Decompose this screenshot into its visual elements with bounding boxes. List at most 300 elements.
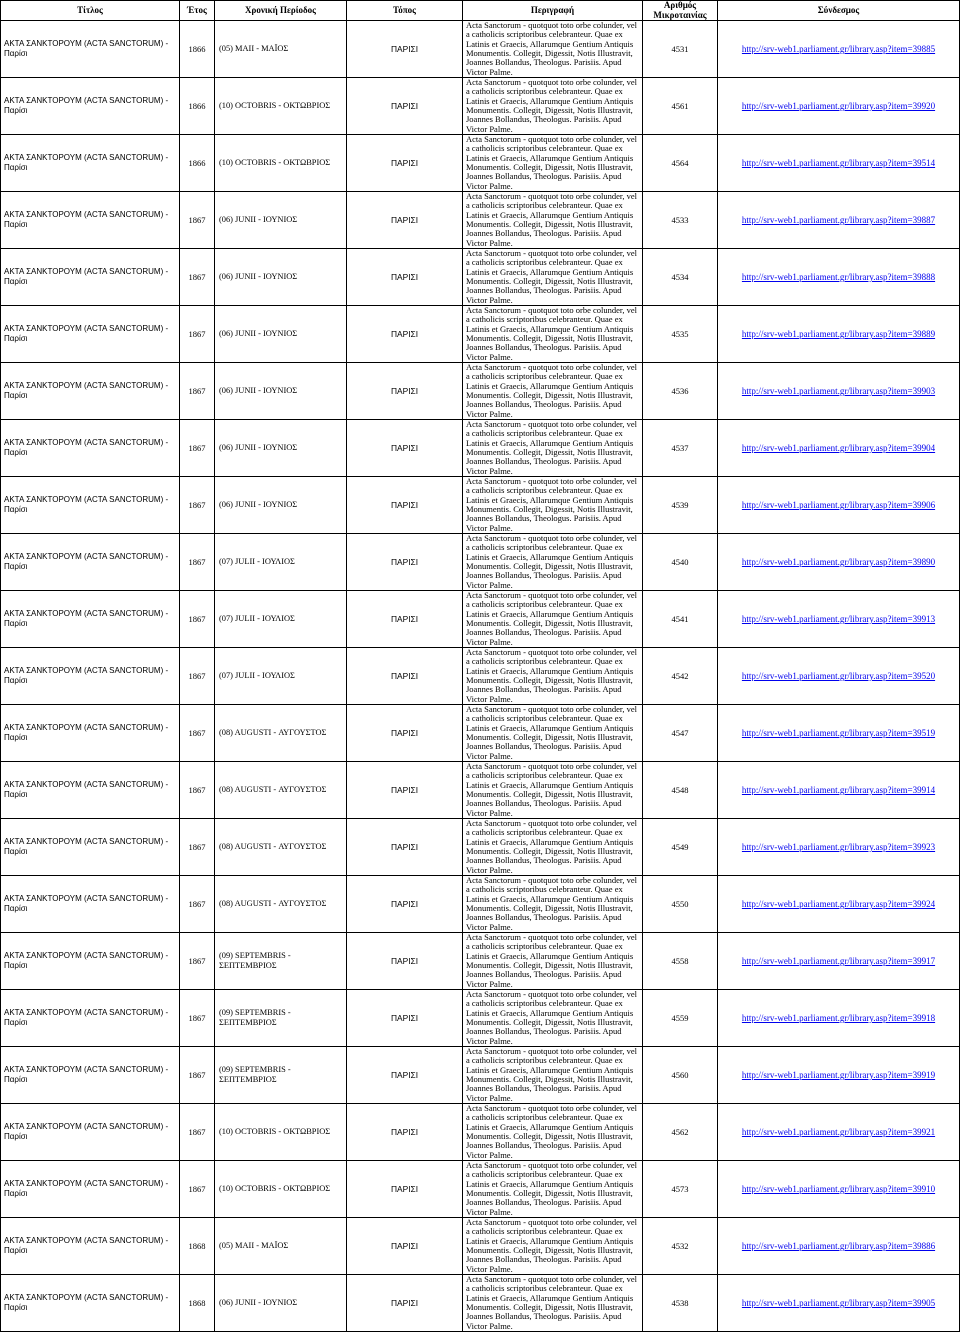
place-text: ΠΑΡΙΣΙ — [390, 842, 419, 852]
place-text: ΠΑΡΙΣΙ — [390, 158, 419, 168]
period-text: (08) AUGUSTI - ΑΥΓΟΥΣΤΟΣ — [219, 842, 327, 851]
place-cell — [347, 21, 463, 78]
header-link — [718, 1, 960, 21]
microfilm-text: 4561 — [671, 101, 689, 111]
place-text: ΠΑΡΙΣΙ — [390, 1184, 419, 1194]
description-text: Acta Sanctorum - quotquot toto orbe colunder, vel a catholicis scriptoribus celebranteur. Quae ex Latinis et Graecis, Allarumque Gentium Antiquis Monumentis. Collegit, Digessit, Notis Illustravit, Joannes Bollandus, Theologus. Parisiis. Apud Victor Palme. — [466, 192, 638, 248]
year-text: 1867 — [188, 386, 206, 396]
year-text: 1867 — [188, 1184, 206, 1194]
microfilm-text: 4531 — [671, 44, 689, 54]
description-text: Acta Sanctorum - quotquot toto orbe colunder, vel a catholicis scriptoribus celebranteur. Quae ex Latinis et Graecis, Allarumque Gentium Antiquis Monumentis. Collegit, Digessit, Notis Illustravit, Joannes Bollandus, Theologus. Parisiis. Apud Victor Palme. — [466, 876, 638, 932]
period-cell — [215, 135, 347, 192]
header-year-label: Έτος — [187, 4, 207, 15]
library-link[interactable]: http://srv-web1.parliament.gr/library.asp?item=39921 — [741, 1127, 936, 1137]
year-text: 1868 — [188, 1298, 206, 1308]
place-cell — [347, 306, 463, 363]
microfilm-cell — [643, 648, 718, 705]
period-text: (08) AUGUSTI - ΑΥΓΟΥΣΤΟΣ — [219, 785, 327, 794]
period-cell — [215, 819, 347, 876]
title-text: ΑΚΤΑ ΣΑΝΚΤΟΡΟΥΜ (ACTA SANCTORUM) - Παρίσι — [4, 153, 169, 172]
period-cell — [215, 21, 347, 78]
place-text: ΠΑΡΙΣΙ — [390, 728, 419, 738]
year-text: 1867 — [188, 1127, 206, 1137]
table-row — [1, 534, 960, 591]
microfilm-cell — [643, 1275, 718, 1332]
description-cell — [463, 933, 643, 990]
place-cell — [347, 363, 463, 420]
microfilm-cell — [643, 705, 718, 762]
year-cell — [180, 933, 215, 990]
title-text: ΑΚΤΑ ΣΑΝΚΤΟΡΟΥΜ (ACTA SANCTORUM) - Παρίσι — [4, 1008, 169, 1027]
description-text: Acta Sanctorum - quotquot toto orbe colunder, vel a catholicis scriptoribus celebranteur. Quae ex Latinis et Graecis, Allarumque Gentium Antiquis Monumentis. Collegit, Digessit, Notis Illustravit, Joannes Bollandus, Theologus. Parisiis. Apud Victor Palme. — [466, 1161, 638, 1217]
period-text: (08) AUGUSTI - ΑΥΓΟΥΣΤΟΣ — [219, 899, 327, 908]
period-text: (06) JUNII - ΙΟΥΝΙΟΣ — [219, 386, 298, 395]
place-cell — [347, 876, 463, 933]
title-text: ΑΚΤΑ ΣΑΝΚΤΟΡΟΥΜ (ACTA SANCTORUM) - Παρίσι — [4, 723, 169, 742]
title-cell — [1, 591, 180, 648]
microfilm-cell — [643, 1161, 718, 1218]
header-year — [180, 1, 215, 21]
year-text: 1867 — [188, 614, 206, 624]
microfilm-text: 4536 — [671, 386, 689, 396]
place-text: ΠΑΡΙΣΙ — [390, 1070, 419, 1080]
title-cell — [1, 1161, 180, 1218]
period-cell — [215, 876, 347, 933]
year-cell — [180, 363, 215, 420]
title-text: ΑΚΤΑ ΣΑΝΚΤΟΡΟΥΜ (ACTA SANCTORUM) - Παρίσι — [4, 666, 169, 685]
table-row — [1, 135, 960, 192]
place-cell — [347, 705, 463, 762]
library-link[interactable]: http://srv-web1.parliament.gr/library.asp?item=39918 — [741, 1013, 936, 1023]
year-cell — [180, 1104, 215, 1161]
place-text: ΠΑΡΙΣΙ — [390, 671, 419, 681]
year-text: 1867 — [188, 557, 206, 567]
header-place — [347, 1, 463, 21]
link-cell — [718, 990, 960, 1047]
description-text: Acta Sanctorum - quotquot toto orbe colunder, vel a catholicis scriptoribus celebranteur. Quae ex Latinis et Graecis, Allarumque Gentium Antiquis Monumentis. Collegit, Digessit, Notis Illustravit, Joannes Bollandus, Theologus. Parisiis. Apud Victor Palme. — [466, 21, 638, 77]
library-link[interactable]: http://srv-web1.parliament.gr/library.asp?item=39906 — [741, 500, 936, 510]
period-text: (10) OCTOBRIS - ΟΚΤΩΒΡΙΟΣ — [219, 1184, 331, 1193]
description-cell — [463, 78, 643, 135]
microfilm-cell — [643, 21, 718, 78]
microfilm-cell — [643, 1104, 718, 1161]
header-description-label: Περιγραφή — [530, 4, 575, 15]
year-text: 1866 — [188, 101, 206, 111]
table-row — [1, 933, 960, 990]
link-cell — [718, 1104, 960, 1161]
place-text: ΠΑΡΙΣΙ — [390, 1127, 419, 1137]
microfilm-cell — [643, 78, 718, 135]
description-cell — [463, 534, 643, 591]
microfilm-text: 4538 — [671, 1298, 689, 1308]
library-link[interactable]: http://srv-web1.parliament.gr/library.asp?item=39914 — [741, 785, 936, 795]
microfilm-cell — [643, 306, 718, 363]
library-link[interactable]: http://srv-web1.parliament.gr/library.asp?item=39904 — [741, 443, 936, 453]
title-cell — [1, 1047, 180, 1104]
table-row — [1, 591, 960, 648]
period-text: (06) JUNII - ΙΟΥΝΙΟΣ — [219, 443, 298, 452]
place-text: ΠΑΡΙΣΙ — [390, 785, 419, 795]
place-text: ΠΑΡΙΣΙ — [390, 1241, 419, 1251]
library-link[interactable]: http://srv-web1.parliament.gr/library.asp?item=39890 — [741, 557, 936, 567]
place-text: ΠΑΡΙΣΙ — [390, 386, 419, 396]
table-header-row — [1, 1, 960, 21]
description-text: Acta Sanctorum - quotquot toto orbe colunder, vel a catholicis scriptoribus celebranteur. Quae ex Latinis et Graecis, Allarumque Gentium Antiquis Monumentis. Collegit, Digessit, Notis Illustravit, Joannes Bollandus, Theologus. Parisiis. Apud Victor Palme. — [466, 306, 638, 362]
microfilm-text: 4548 — [671, 785, 689, 795]
place-cell — [347, 420, 463, 477]
period-cell — [215, 591, 347, 648]
period-text: (09) SEPTEMBRIS - ΣΕΠΤΕΜΒΡΙΟΣ — [219, 1065, 291, 1084]
table-row — [1, 819, 960, 876]
microfilm-text: 4533 — [671, 215, 689, 225]
table-row — [1, 1275, 960, 1332]
year-cell — [180, 1161, 215, 1218]
microfilm-text: 4558 — [671, 956, 689, 966]
place-cell — [347, 1275, 463, 1332]
title-text: ΑΚΤΑ ΣΑΝΚΤΟΡΟΥΜ (ACTA SANCTORUM) - Παρίσι — [4, 552, 169, 571]
title-text: ΑΚΤΑ ΣΑΝΚΤΟΡΟΥΜ (ACTA SANCTORUM) - Παρίσι — [4, 267, 169, 286]
period-cell — [215, 363, 347, 420]
table-row — [1, 990, 960, 1047]
year-cell — [180, 249, 215, 306]
description-text: Acta Sanctorum - quotquot toto orbe colunder, vel a catholicis scriptoribus celebranteur. Quae ex Latinis et Graecis, Allarumque Gentium Antiquis Monumentis. Collegit, Digessit, Notis Illustravit, Joannes Bollandus, Theologus. Parisiis. Apud Victor Palme. — [466, 819, 638, 875]
place-text: ΠΑΡΙΣΙ — [390, 329, 419, 339]
microfilm-text: 4537 — [671, 443, 689, 453]
library-link[interactable]: http://srv-web1.parliament.gr/library.asp?item=39910 — [741, 1184, 936, 1194]
microfilm-cell — [643, 192, 718, 249]
period-cell — [215, 762, 347, 819]
description-cell — [463, 705, 643, 762]
year-cell — [180, 990, 215, 1047]
description-text: Acta Sanctorum - quotquot toto orbe colunder, vel a catholicis scriptoribus celebranteur. Quae ex Latinis et Graecis, Allarumque Gentium Antiquis Monumentis. Collegit, Digessit, Notis Illustravit, Joannes Bollandus, Theologus. Parisiis. Apud Victor Palme. — [466, 990, 638, 1046]
place-cell — [347, 1161, 463, 1218]
title-text: ΑΚΤΑ ΣΑΝΚΤΟΡΟΥΜ (ACTA SANCTORUM) - Παρίσι — [4, 780, 169, 799]
microfilm-cell — [643, 876, 718, 933]
title-cell — [1, 876, 180, 933]
description-cell — [463, 648, 643, 705]
title-cell — [1, 819, 180, 876]
title-text: ΑΚΤΑ ΣΑΝΚΤΟΡΟΥΜ (ACTA SANCTORUM) - Παρίσι — [4, 894, 169, 913]
table-row — [1, 876, 960, 933]
period-text: (10) OCTOBRIS - ΟΚΤΩΒΡΙΟΣ — [219, 101, 331, 110]
library-link[interactable]: http://srv-web1.parliament.gr/library.asp?item=39919 — [741, 1070, 936, 1080]
place-cell — [347, 762, 463, 819]
title-cell — [1, 192, 180, 249]
period-text: (06) JUNII - ΙΟΥΝΙΟΣ — [219, 329, 298, 338]
description-cell — [463, 876, 643, 933]
title-text: ΑΚΤΑ ΣΑΝΚΤΟΡΟΥΜ (ACTA SANCTORUM) - Παρίσι — [4, 1293, 169, 1312]
link-cell — [718, 420, 960, 477]
place-text: ΠΑΡΙΣΙ — [390, 215, 419, 225]
table-body — [1, 21, 960, 1332]
place-cell — [347, 192, 463, 249]
period-cell — [215, 249, 347, 306]
library-link[interactable]: http://srv-web1.parliament.gr/library.asp?item=39887 — [741, 215, 936, 225]
place-cell — [347, 990, 463, 1047]
microfilm-text: 4534 — [671, 272, 689, 282]
link-cell — [718, 135, 960, 192]
description-cell — [463, 1275, 643, 1332]
table-row — [1, 363, 960, 420]
table-row — [1, 648, 960, 705]
description-text: Acta Sanctorum - quotquot toto orbe colunder, vel a catholicis scriptoribus celebranteur. Quae ex Latinis et Graecis, Allarumque Gentium Antiquis Monumentis. Collegit, Digessit, Notis Illustravit, Joannes Bollandus, Theologus. Parisiis. Apud Victor Palme. — [466, 762, 638, 818]
place-cell — [347, 648, 463, 705]
description-text: Acta Sanctorum - quotquot toto orbe colunder, vel a catholicis scriptoribus celebranteur. Quae ex Latinis et Graecis, Allarumque Gentium Antiquis Monumentis. Collegit, Digessit, Notis Illustravit, Joannes Bollandus, Theologus. Parisiis. Apud Victor Palme. — [466, 933, 638, 989]
microfilm-text: 4535 — [671, 329, 689, 339]
microfilm-cell — [643, 933, 718, 990]
link-cell — [718, 1161, 960, 1218]
microfilm-text: 4573 — [671, 1184, 689, 1194]
year-text: 1867 — [188, 899, 206, 909]
year-text: 1867 — [188, 671, 206, 681]
description-text: Acta Sanctorum - quotquot toto orbe colunder, vel a catholicis scriptoribus celebranteur. Quae ex Latinis et Graecis, Allarumque Gentium Antiquis Monumentis. Collegit, Digessit, Notis Illustravit, Joannes Bollandus, Theologus. Parisiis. Apud Victor Palme. — [466, 477, 638, 533]
year-cell — [180, 762, 215, 819]
period-cell — [215, 1047, 347, 1104]
title-text: ΑΚΤΑ ΣΑΝΚΤΟΡΟΥΜ (ACTA SANCTORUM) - Παρίσι — [4, 96, 169, 115]
year-cell — [180, 477, 215, 534]
year-cell — [180, 876, 215, 933]
title-cell — [1, 648, 180, 705]
period-text: (06) JUNII - ΙΟΥΝΙΟΣ — [219, 500, 298, 509]
place-cell — [347, 1104, 463, 1161]
link-cell — [718, 249, 960, 306]
place-cell — [347, 933, 463, 990]
description-cell — [463, 762, 643, 819]
description-cell — [463, 135, 643, 192]
year-text: 1867 — [188, 1070, 206, 1080]
description-text: Acta Sanctorum - quotquot toto orbe colunder, vel a catholicis scriptoribus celebranteur. Quae ex Latinis et Graecis, Allarumque Gentium Antiquis Monumentis. Collegit, Digessit, Notis Illustravit, Joannes Bollandus, Theologus. Parisiis. Apud Victor Palme. — [466, 648, 638, 704]
table-row — [1, 192, 960, 249]
link-cell — [718, 705, 960, 762]
period-cell — [215, 1161, 347, 1218]
microfilm-text: 4550 — [671, 899, 689, 909]
period-cell — [215, 1218, 347, 1275]
link-cell — [718, 591, 960, 648]
period-text: (10) OCTOBRIS - ΟΚΤΩΒΡΙΟΣ — [219, 158, 331, 167]
link-cell — [718, 192, 960, 249]
link-cell — [718, 363, 960, 420]
year-cell — [180, 78, 215, 135]
library-link[interactable]: http://srv-web1.parliament.gr/library.asp?item=39888 — [741, 272, 936, 282]
table-row — [1, 1047, 960, 1104]
microfilm-cell — [643, 534, 718, 591]
title-cell — [1, 933, 180, 990]
title-cell — [1, 363, 180, 420]
library-link[interactable]: http://srv-web1.parliament.gr/library.asp?item=39924 — [741, 899, 936, 909]
description-text: Acta Sanctorum - quotquot toto orbe colunder, vel a catholicis scriptoribus celebranteur. Quae ex Latinis et Graecis, Allarumque Gentium Antiquis Monumentis. Collegit, Digessit, Notis Illustravit, Joannes Bollandus, Theologus. Parisiis. Apud Victor Palme. — [466, 363, 638, 419]
link-cell — [718, 762, 960, 819]
header-period-label: Χρονική Περίοδος — [245, 4, 316, 15]
table-row — [1, 762, 960, 819]
title-cell — [1, 306, 180, 363]
link-cell — [718, 21, 960, 78]
link-cell — [718, 648, 960, 705]
place-text: ΠΑΡΙΣΙ — [390, 1013, 419, 1023]
place-cell — [347, 534, 463, 591]
microfilm-text: 4549 — [671, 842, 689, 852]
microfilm-text: 4539 — [671, 500, 689, 510]
place-text: ΠΑΡΙΣΙ — [390, 1298, 419, 1308]
place-cell — [347, 1218, 463, 1275]
period-cell — [215, 1104, 347, 1161]
year-text: 1867 — [188, 956, 206, 966]
microfilm-cell — [643, 135, 718, 192]
year-text: 1867 — [188, 785, 206, 795]
place-cell — [347, 249, 463, 306]
place-cell — [347, 477, 463, 534]
library-link[interactable]: http://srv-web1.parliament.gr/library.asp?item=39905 — [741, 1298, 936, 1308]
header-description — [463, 1, 643, 21]
microfilm-cell — [643, 363, 718, 420]
title-cell — [1, 78, 180, 135]
year-cell — [180, 1218, 215, 1275]
description-cell — [463, 1161, 643, 1218]
year-text: 1867 — [188, 215, 206, 225]
link-cell — [718, 1275, 960, 1332]
title-text: ΑΚΤΑ ΣΑΝΚΤΟΡΟΥΜ (ACTA SANCTORUM) - Παρίσι — [4, 39, 169, 58]
place-cell — [347, 591, 463, 648]
period-text: (05) MAII - ΜΑΪΟΣ — [219, 1241, 289, 1250]
title-cell — [1, 249, 180, 306]
title-cell — [1, 990, 180, 1047]
microfilm-cell — [643, 477, 718, 534]
microfilm-text: 4542 — [671, 671, 689, 681]
header-title-label: Τίτλος — [77, 4, 103, 15]
period-cell — [215, 78, 347, 135]
title-text: ΑΚΤΑ ΣΑΝΚΤΟΡΟΥΜ (ACTA SANCTORUM) - Παρίσι — [4, 1179, 169, 1198]
year-text: 1867 — [188, 272, 206, 282]
microfilm-text: 4540 — [671, 557, 689, 567]
microfilm-cell — [643, 762, 718, 819]
place-text: ΠΑΡΙΣΙ — [390, 272, 419, 282]
library-link[interactable]: http://srv-web1.parliament.gr/library.asp?item=39917 — [741, 956, 936, 966]
year-text: 1867 — [188, 500, 206, 510]
microfilm-text: 4562 — [671, 1127, 689, 1137]
library-link[interactable]: http://srv-web1.parliament.gr/library.asp?item=39903 — [741, 386, 936, 396]
period-text: (06) JUNII - ΙΟΥΝΙΟΣ — [219, 1298, 298, 1307]
period-text: (06) JUNII - ΙΟΥΝΙΟΣ — [219, 215, 298, 224]
microfilm-cell — [643, 1218, 718, 1275]
period-text: (06) JUNII - ΙΟΥΝΙΟΣ — [219, 272, 298, 281]
description-text: Acta Sanctorum - quotquot toto orbe colunder, vel a catholicis scriptoribus celebranteur. Quae ex Latinis et Graecis, Allarumque Gentium Antiquis Monumentis. Collegit, Digessit, Notis Illustravit, Joannes Bollandus, Theologus. Parisiis. Apud Victor Palme. — [466, 249, 638, 305]
table-row — [1, 1218, 960, 1275]
library-link[interactable]: http://srv-web1.parliament.gr/library.asp?item=39885 — [741, 44, 936, 54]
year-text: 1867 — [188, 842, 206, 852]
microfilm-cell — [643, 591, 718, 648]
library-link[interactable]: http://srv-web1.parliament.gr/library.asp?item=39923 — [741, 842, 936, 852]
description-text: Acta Sanctorum - quotquot toto orbe colunder, vel a catholicis scriptoribus celebranteur. Quae ex Latinis et Graecis, Allarumque Gentium Antiquis Monumentis. Collegit, Digessit, Notis Illustravit, Joannes Bollandus, Theologus. Parisiis. Apud Victor Palme. — [466, 705, 638, 761]
period-cell — [215, 192, 347, 249]
title-text: ΑΚΤΑ ΣΑΝΚΤΟΡΟΥΜ (ACTA SANCTORUM) - Παρίσι — [4, 1122, 169, 1141]
link-cell — [718, 1218, 960, 1275]
title-text: ΑΚΤΑ ΣΑΝΚΤΟΡΟΥΜ (ACTA SANCTORUM) - Παρίσι — [4, 381, 169, 400]
table-row — [1, 477, 960, 534]
link-cell — [718, 477, 960, 534]
description-cell — [463, 363, 643, 420]
link-cell — [718, 78, 960, 135]
description-cell — [463, 21, 643, 78]
library-link[interactable]: http://srv-web1.parliament.gr/library.asp?item=39889 — [741, 329, 936, 339]
table-row — [1, 21, 960, 78]
title-cell — [1, 477, 180, 534]
year-cell — [180, 21, 215, 78]
period-cell — [215, 990, 347, 1047]
year-cell — [180, 135, 215, 192]
place-cell — [347, 1047, 463, 1104]
year-text: 1867 — [188, 443, 206, 453]
place-text: ΠΑΡΙΣΙ — [390, 557, 419, 567]
period-cell — [215, 306, 347, 363]
library-link[interactable]: http://srv-web1.parliament.gr/library.asp?item=39886 — [741, 1241, 936, 1251]
library-link[interactable]: http://srv-web1.parliament.gr/library.asp?item=39913 — [741, 614, 936, 624]
library-link[interactable]: http://srv-web1.parliament.gr/library.asp?item=39520 — [741, 671, 936, 681]
period-text: (10) OCTOBRIS - ΟΚΤΩΒΡΙΟΣ — [219, 1127, 331, 1136]
description-text: Acta Sanctorum - quotquot toto orbe colunder, vel a catholicis scriptoribus celebranteur. Quae ex Latinis et Graecis, Allarumque Gentium Antiquis Monumentis. Collegit, Digessit, Notis Illustravit, Joannes Bollandus, Theologus. Parisiis. Apud Victor Palme. — [466, 1104, 638, 1160]
year-cell — [180, 1275, 215, 1332]
description-cell — [463, 477, 643, 534]
library-link[interactable]: http://srv-web1.parliament.gr/library.asp?item=39519 — [741, 728, 936, 738]
table-row — [1, 705, 960, 762]
year-cell — [180, 648, 215, 705]
table-row — [1, 249, 960, 306]
description-text: Acta Sanctorum - quotquot toto orbe colunder, vel a catholicis scriptoribus celebranteur. Quae ex Latinis et Graecis, Allarumque Gentium Antiquis Monumentis. Collegit, Digessit, Notis Illustravit, Joannes Bollandus, Theologus. Parisiis. Apud Victor Palme. — [466, 534, 638, 590]
link-cell — [718, 933, 960, 990]
year-text: 1866 — [188, 44, 206, 54]
header-title — [1, 1, 180, 21]
period-cell — [215, 477, 347, 534]
period-text: (08) AUGUSTI - ΑΥΓΟΥΣΤΟΣ — [219, 728, 327, 737]
microfilm-text: 4560 — [671, 1070, 689, 1080]
table-row — [1, 1104, 960, 1161]
header-period — [215, 1, 347, 21]
library-link[interactable]: http://srv-web1.parliament.gr/library.asp?item=39514 — [741, 158, 936, 168]
year-text: 1867 — [188, 1013, 206, 1023]
table-row — [1, 78, 960, 135]
year-text: 1867 — [188, 329, 206, 339]
year-cell — [180, 192, 215, 249]
title-cell — [1, 762, 180, 819]
year-cell — [180, 819, 215, 876]
header-link-label: Σύνδεσμος — [817, 4, 860, 15]
header-microfilm-label: Αριθμός Μικροταινίας — [653, 1, 707, 20]
microfilm-text: 4564 — [671, 158, 689, 168]
place-text: ΠΑΡΙΣΙ — [390, 500, 419, 510]
title-cell — [1, 21, 180, 78]
period-text: (07) JULII - ΙΟΥΛΙΟΣ — [219, 557, 295, 566]
description-text: Acta Sanctorum - quotquot toto orbe colunder, vel a catholicis scriptoribus celebranteur. Quae ex Latinis et Graecis, Allarumque Gentium Antiquis Monumentis. Collegit, Digessit, Notis Illustravit, Joannes Bollandus, Theologus. Parisiis. Apud Victor Palme. — [466, 591, 638, 647]
place-text: ΠΑΡΙΣΙ — [390, 956, 419, 966]
period-text: (07) JULII - ΙΟΥΛΙΟΣ — [219, 671, 295, 680]
microfilm-text: 4547 — [671, 728, 689, 738]
place-text: ΠΑΡΙΣΙ — [390, 899, 419, 909]
year-text: 1866 — [188, 158, 206, 168]
microfilm-cell — [643, 1047, 718, 1104]
title-cell — [1, 534, 180, 591]
title-cell — [1, 420, 180, 477]
description-cell — [463, 591, 643, 648]
period-text: (09) SEPTEMBRIS - ΣΕΠΤΕΜΒΡΙΟΣ — [219, 951, 291, 970]
place-text: ΠΑΡΙΣΙ — [390, 44, 419, 54]
header-microfilm — [643, 1, 718, 21]
library-link[interactable]: http://srv-web1.parliament.gr/library.asp?item=39920 — [741, 101, 936, 111]
period-cell — [215, 648, 347, 705]
period-cell — [215, 933, 347, 990]
microfilm-cell — [643, 990, 718, 1047]
microfilm-text: 4532 — [671, 1241, 689, 1251]
title-text: ΑΚΤΑ ΣΑΝΚΤΟΡΟΥΜ (ACTA SANCTORUM) - Παρίσι — [4, 1236, 169, 1255]
description-text: Acta Sanctorum - quotquot toto orbe colunder, vel a catholicis scriptoribus celebranteur. Quae ex Latinis et Graecis, Allarumque Gentium Antiquis Monumentis. Collegit, Digessit, Notis Illustravit, Joannes Bollandus, Theologus. Parisiis. Apud Victor Palme. — [466, 1275, 638, 1331]
title-text: ΑΚΤΑ ΣΑΝΚΤΟΡΟΥΜ (ACTA SANCTORUM) - Παρίσι — [4, 1065, 169, 1084]
